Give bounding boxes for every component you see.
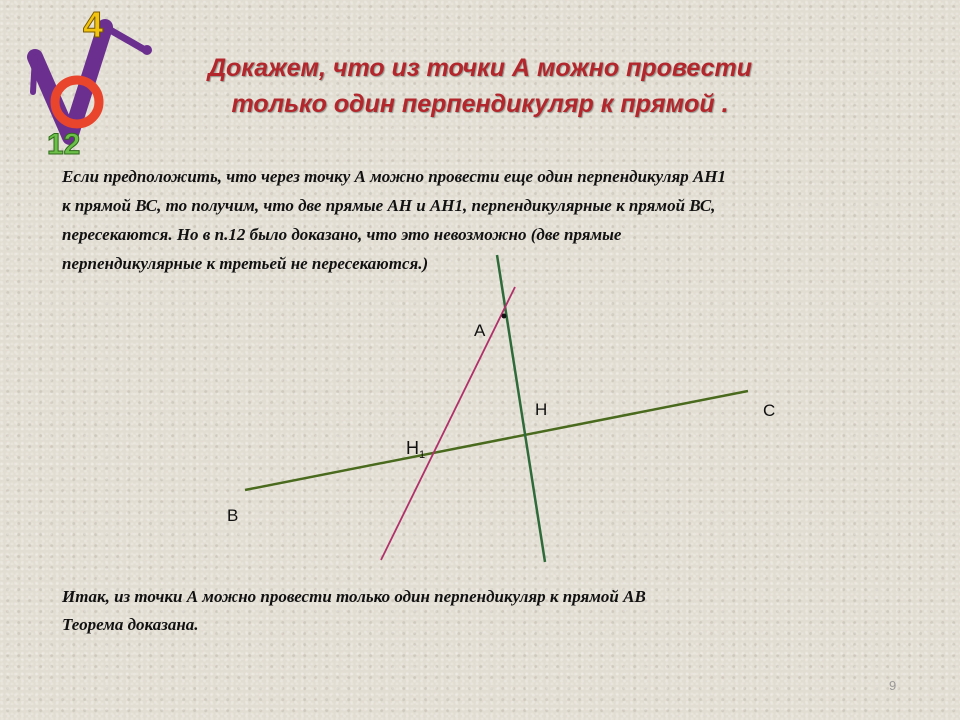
intro-line: Если предположить, что через точку А можно провести еще один перпендикуляр АН1 <box>62 167 727 186</box>
label-h1-letter: Н <box>406 438 419 458</box>
line-bc <box>245 391 748 490</box>
title-line-2: только один перпендикуляр к прямой . <box>231 90 729 118</box>
intro-line: пересекаются. Но в п.12 было доказано, что это невозможно (две прямые <box>62 225 622 244</box>
label-h: Н <box>535 400 548 419</box>
intro-line: перпендикулярные к третьей не пересекаются.) <box>62 254 429 273</box>
label-h1-subscript: 1 <box>419 449 426 461</box>
conclusion-line-2: Теорема доказана. <box>62 615 199 634</box>
label-a: А <box>474 321 486 340</box>
line-ah1 <box>381 287 515 560</box>
intro-line: к прямой ВС, то получим, что две прямые АН и АН1, перпендикулярные к прямой ВС, <box>62 196 716 215</box>
label-b: В <box>227 506 239 525</box>
page-number: 9 <box>889 678 897 693</box>
point-a <box>502 314 507 319</box>
label-c: С <box>763 401 776 420</box>
conclusion <box>62 583 907 639</box>
label-h1 <box>406 438 425 459</box>
logo-digit-bottom: 12 <box>47 128 81 161</box>
title-line-1: Докажем, что из точки А можно провести <box>207 54 753 82</box>
logo-digit-top: 4 <box>83 4 104 45</box>
conclusion-line-1: Итак, из точки А можно провести только один перпендикуляр к прямой АВ <box>62 587 646 606</box>
